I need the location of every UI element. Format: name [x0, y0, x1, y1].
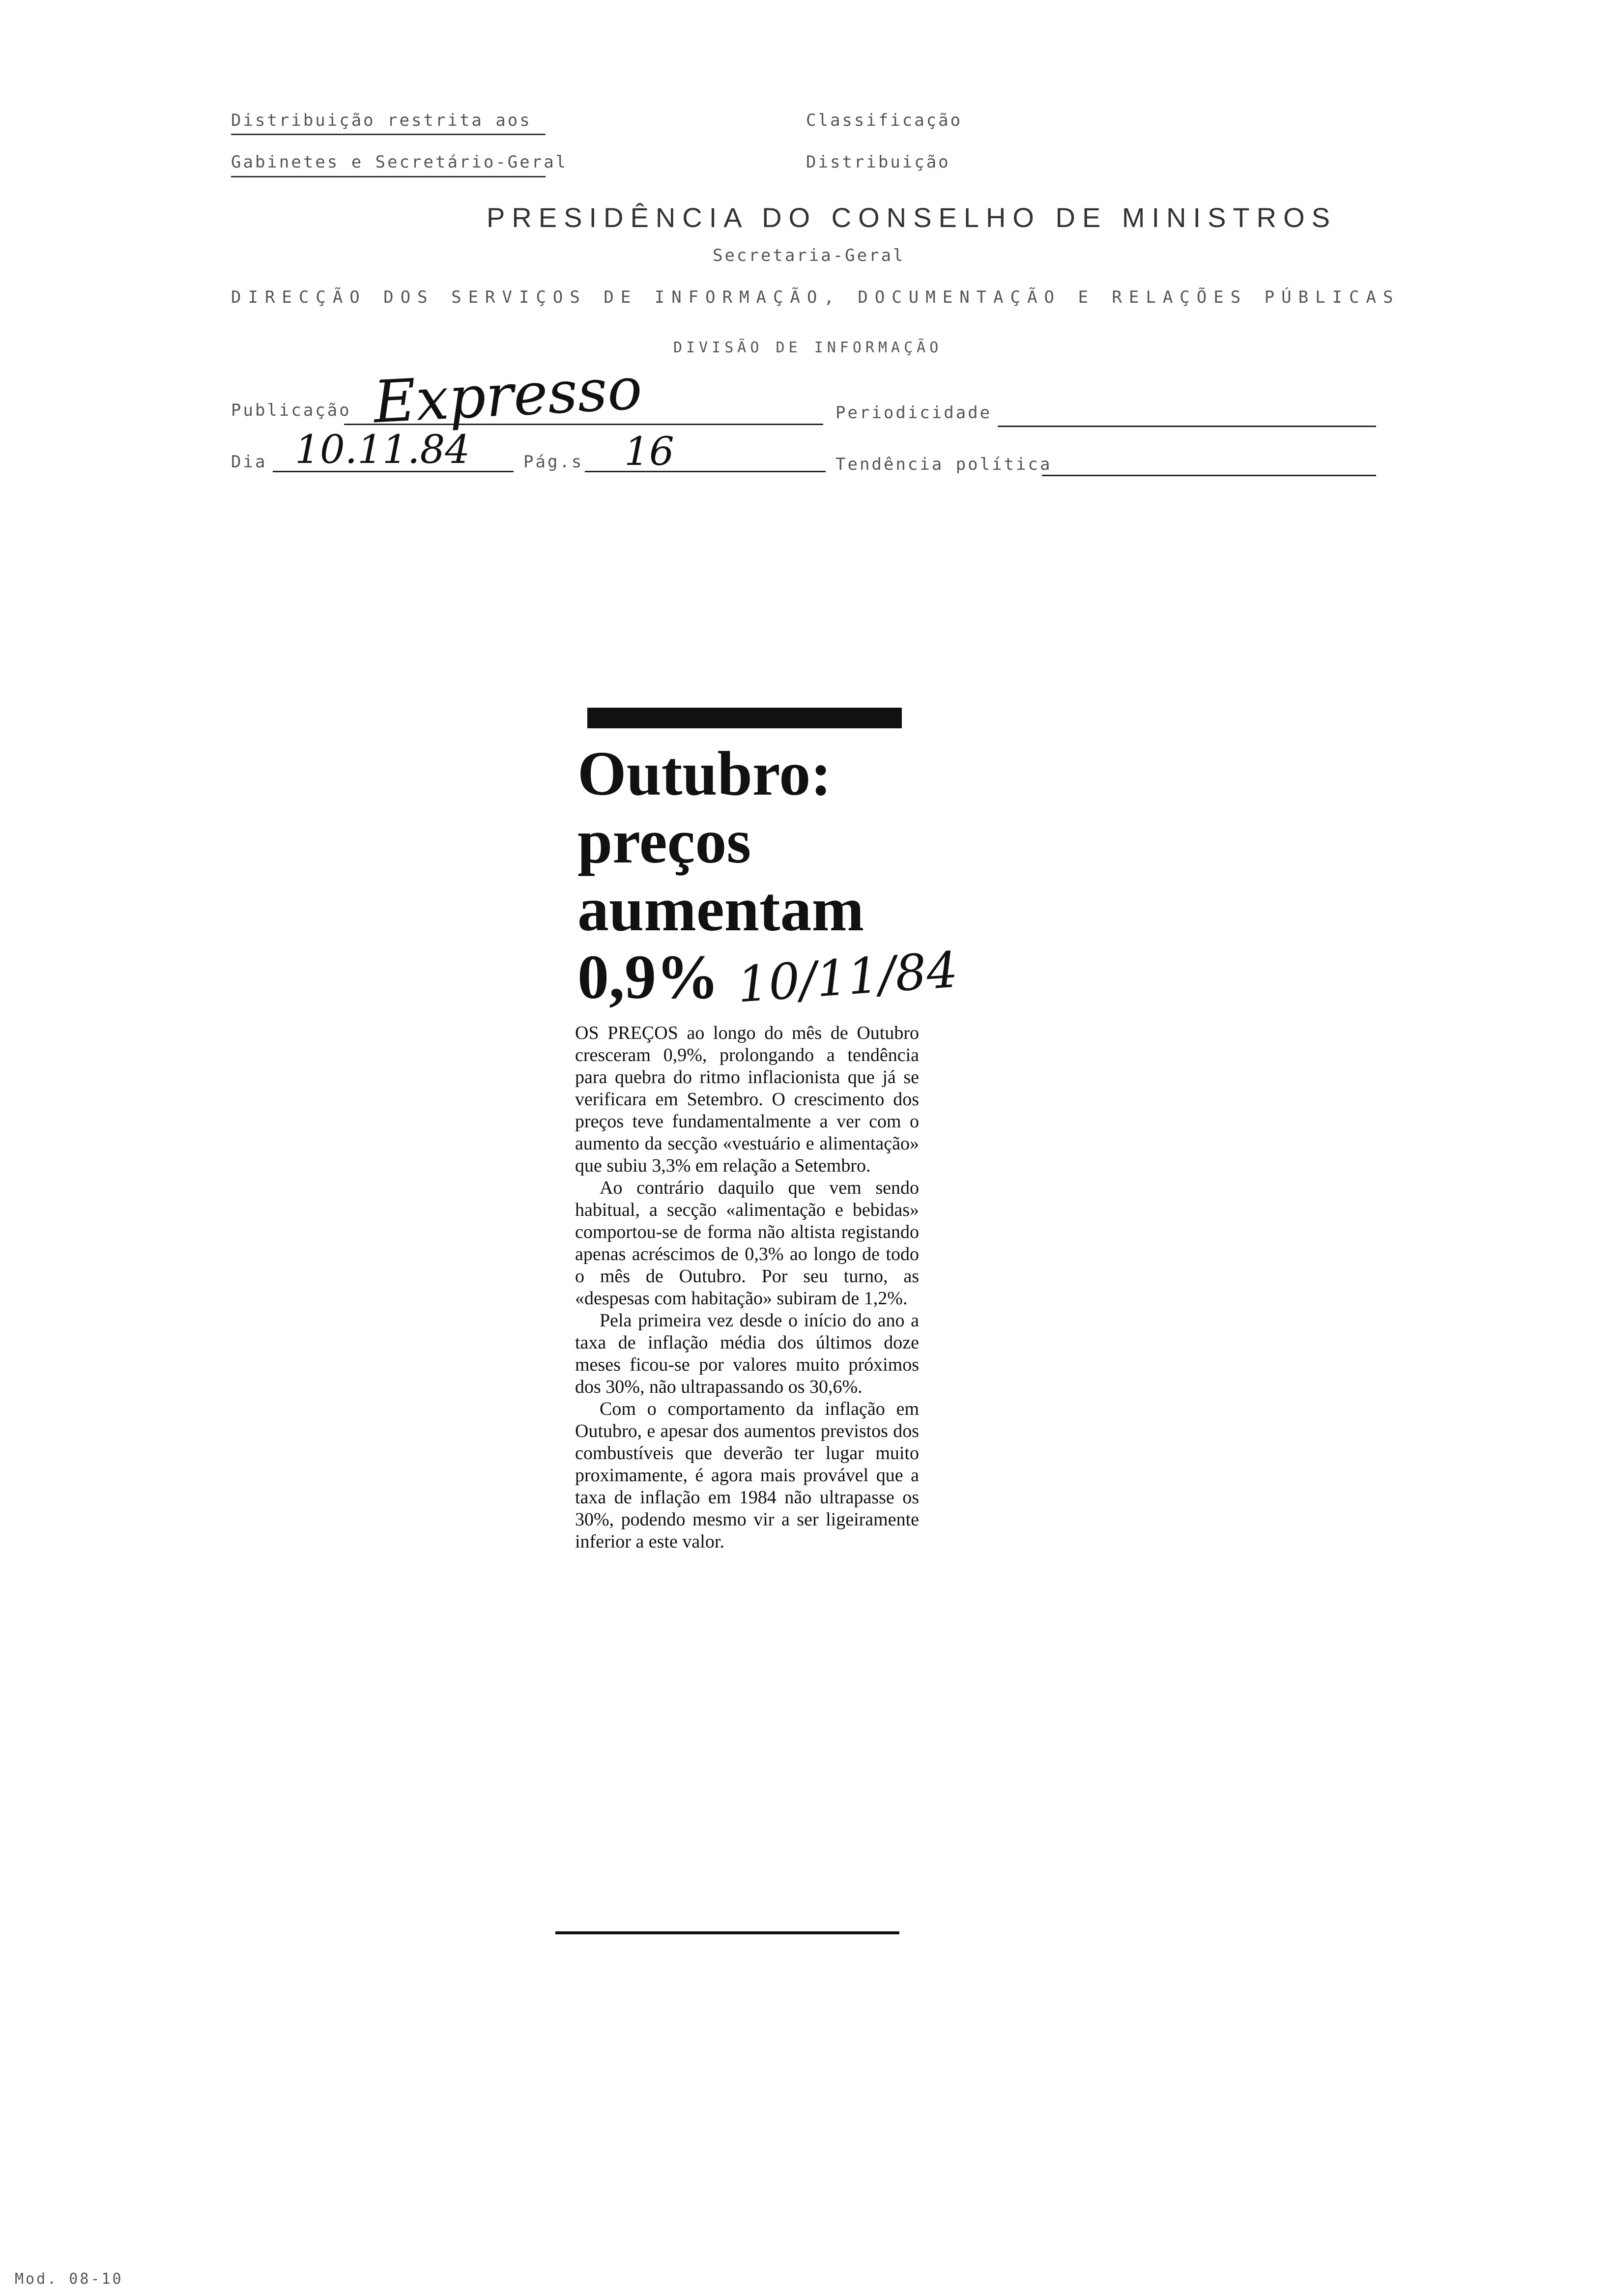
article-paragraph-1: OS PREÇOS ao longo do mês de Outubro cresceram 0,9%, prolongando a tendência para quebra do ritmo inflacionista que já se verificara em Setembro. O crescimento dos preços teve fundamentalmente a ver com o aumento da secção «vestuário e alimentação» que subiu 3,3% em relação a Setembro.	[575, 1023, 920, 1176]
page-line	[585, 471, 826, 472]
distribution-label: Distribuição	[806, 152, 950, 172]
political-line	[1042, 475, 1376, 476]
article-lead-caps: OS PREÇOS	[575, 1023, 678, 1043]
article-handwritten-date: 10/11/84	[735, 941, 960, 1014]
page-handwritten: 16	[624, 429, 674, 474]
political-label: Tendência política	[835, 455, 1052, 474]
division-label: DIVISÃO DE INFORMAÇÃO	[673, 339, 943, 356]
article-paragraph-3: Pela primeira vez desde o início do ano a taxa de inflação média dos últimos doze meses ficou-se por valores muito próximos dos 30%, não ultrapassando os 30,6%.	[575, 1310, 919, 1397]
headline-line-4: 0,9%	[577, 942, 719, 1012]
directorate-title: DIRECÇÃO DOS SERVIÇOS DE INFORMAÇÃO, DOCUMENTAÇÃO E RELAÇÕES PÚBLICAS	[231, 287, 1400, 307]
headline-line-1: Outubro:	[577, 739, 832, 808]
headline-line-3: aumentam	[577, 874, 864, 944]
article-top-bar	[587, 708, 902, 728]
ministry-title: PRESIDÊNCIA DO CONSELHO DE MINISTROS	[487, 202, 1337, 233]
periodicity-label: Periodicidade	[835, 403, 992, 423]
article-body	[575, 1022, 919, 1553]
article-paragraph-4: Com o comportamento da inflação em Outubro, e apesar dos aumentos previstos dos combustíveis que deverão ter lugar muito proximamente, é agora mais provável que a taxa de inflação em 1984 não ultrapasse os 30%, podendo mesmo vir a ser ligeiramente inferior a este valor.	[575, 1399, 919, 1552]
classification-label: Classificação	[806, 111, 963, 130]
publication-label: Publicação	[231, 401, 351, 420]
periodicity-line	[998, 426, 1376, 427]
distribution-line-2: Gabinetes e Secretário-Geral	[231, 152, 568, 172]
article-paragraph-2: Ao contrário daquilo que vem sendo habitual, a secção «alimentação e bebidas» comportou-se de forma não altista registando apenas acréscimos de 0,3% ao longo de todo o mês de Outubro. Por seu turno, as «despesas com habitação» subiram de 1,2%.	[575, 1177, 919, 1309]
article-clipping	[555, 708, 960, 1941]
distribution-underline-2	[231, 176, 546, 177]
date-handwritten: 10.11.84	[295, 427, 470, 472]
article-bottom-rule	[555, 1931, 899, 1934]
form-model-code: Mod. 08-10	[15, 2270, 123, 2288]
secretariat-label: Secretaria-Geral	[713, 246, 905, 265]
distribution-underline-1	[231, 134, 546, 135]
date-label: Dia	[231, 452, 267, 472]
distribution-line-1: Distribuição restrita aos	[231, 111, 532, 130]
page-label: Pág.s	[523, 452, 584, 472]
publication-handwritten: Expresso	[372, 354, 644, 436]
headline-line-2: preços	[577, 806, 751, 876]
